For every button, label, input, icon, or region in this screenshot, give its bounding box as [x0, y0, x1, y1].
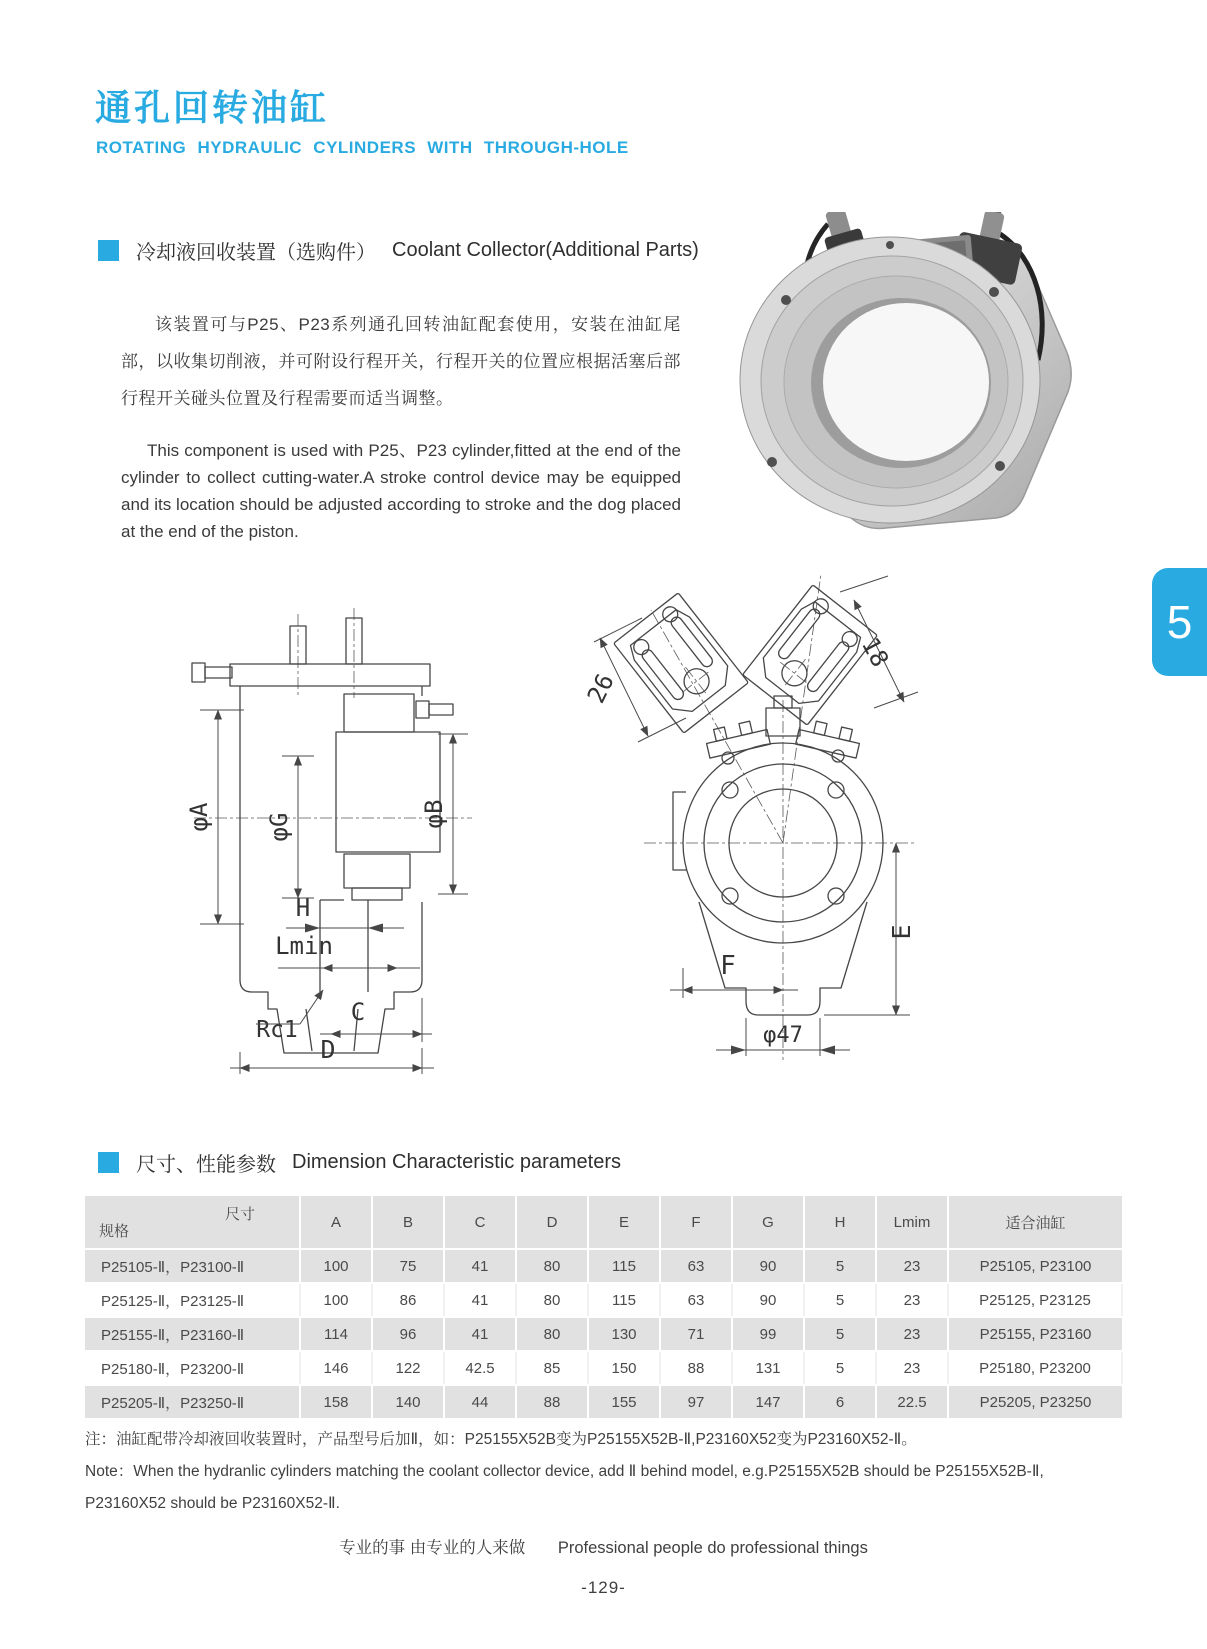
col-header-H: H	[804, 1196, 876, 1249]
value-cell: 5	[804, 1317, 876, 1351]
section-dimensions	[185, 710, 468, 1074]
dimension-section-heading	[98, 1148, 621, 1177]
fit-cell: P25180, P23200	[948, 1351, 1122, 1385]
value-cell: 80	[516, 1249, 588, 1283]
value-cell: 80	[516, 1317, 588, 1351]
dim-label-F: F	[720, 951, 736, 981]
col-header-C: C	[444, 1196, 516, 1249]
spec-cell: P25125-Ⅱ，P23125-Ⅱ	[85, 1283, 300, 1317]
section-body-outline	[192, 618, 453, 1053]
table-row	[85, 1317, 1122, 1351]
corner-label-spec: 规格	[99, 1223, 130, 1240]
product-photo-coolant-collector	[700, 212, 1115, 542]
table-row	[85, 1351, 1122, 1385]
dimension-table	[85, 1196, 1123, 1420]
col-header-fit: 适合油缸	[948, 1196, 1122, 1249]
value-cell: 155	[588, 1385, 660, 1419]
dim-label-C: C	[350, 998, 366, 1026]
value-cell: 86	[372, 1283, 444, 1317]
coolant-paragraph-en: This component is used with P25、P23 cylinder,fitted at the end of the cylinder to collect cutting-water.A stroke control device may be equipped and its location should be adjusted according to stroke and the dog placed at the end of the piston.	[121, 441, 681, 541]
value-cell: 146	[300, 1351, 372, 1385]
footer-slogan-zh: 专业的事 由专业的人来做	[339, 1539, 526, 1557]
value-cell: 23	[876, 1249, 948, 1283]
value-cell: 41	[444, 1283, 516, 1317]
col-header-D: D	[516, 1196, 588, 1249]
value-cell: 23	[876, 1317, 948, 1351]
dim-label-phi47: φ47	[763, 1023, 803, 1048]
value-cell: 80	[516, 1283, 588, 1317]
value-cell: 44	[444, 1385, 516, 1419]
fit-cell: P25105, P23100	[948, 1249, 1122, 1283]
dim-label-phiA: φA	[185, 802, 213, 832]
value-cell: 100	[300, 1283, 372, 1317]
dimension-heading-en: Dimension Characteristic parameters	[292, 1151, 622, 1173]
dim-label-D: D	[320, 1035, 336, 1064]
value-cell: 71	[660, 1317, 732, 1351]
value-cell: 131	[732, 1351, 804, 1385]
section-bullet-icon	[98, 1152, 119, 1173]
value-cell: 99	[732, 1317, 804, 1351]
value-cell: 63	[660, 1283, 732, 1317]
dim-label-E: E	[887, 924, 916, 940]
note-line-en-2: P23160X52 should be P23160X52-Ⅱ.	[85, 1495, 340, 1512]
value-cell: 158	[300, 1385, 372, 1419]
front-body-outline	[673, 696, 883, 1015]
dim-label-H: H	[295, 894, 311, 922]
notes-block	[85, 1424, 1133, 1520]
value-cell: 41	[444, 1317, 516, 1351]
dimension-heading-zh: 尺寸、性能参数	[136, 1154, 276, 1176]
through-hole	[823, 303, 989, 461]
value-cell: 5	[804, 1283, 876, 1317]
value-cell: 97	[660, 1385, 732, 1419]
page-subtitle: ROTATING HYDRAULIC CYLINDERS WITH THROUGH-HOLE	[96, 138, 629, 157]
col-header-G: G	[732, 1196, 804, 1249]
coolant-heading-en: Coolant Collector(Additional Parts)	[392, 239, 699, 261]
value-cell: 85	[516, 1351, 588, 1385]
value-cell: 41	[444, 1249, 516, 1283]
value-cell: 88	[516, 1385, 588, 1419]
drawing-front-view	[578, 560, 923, 1065]
dim-label-Rc1: Rc1	[256, 1017, 298, 1043]
value-cell: 100	[300, 1249, 372, 1283]
value-cell: 23	[876, 1283, 948, 1317]
value-cell: 140	[372, 1385, 444, 1419]
col-header-Lmim: Lmim	[876, 1196, 948, 1249]
note-line-en-1: Note：When the hydranlic cylinders matching the coolant collector device, add Ⅱ behind model, e.g.P25155X52B should be P25155X52B-Ⅱ,	[85, 1463, 1044, 1480]
value-cell: 147	[732, 1385, 804, 1419]
dim-label-phiG: φG	[265, 812, 293, 842]
corner-label-size: 尺寸	[224, 1206, 255, 1223]
col-header-B: B	[372, 1196, 444, 1249]
dim-label-26: 26	[581, 669, 620, 708]
value-cell: 130	[588, 1317, 660, 1351]
front-dimensions	[582, 576, 918, 1056]
value-cell: 122	[372, 1351, 444, 1385]
coolant-section-heading	[98, 236, 699, 265]
chapter-tab	[1152, 568, 1207, 676]
note-line-zh: 注：油缸配带冷却液回收装置时，产品型号后加Ⅱ，如：P25155X52B变为P25155X52B-Ⅱ,P23160X52变为P23160X52-Ⅱ。	[85, 1431, 917, 1448]
fit-cell: P25125, P23125	[948, 1283, 1122, 1317]
col-header-E: E	[588, 1196, 660, 1249]
value-cell: 22.5	[876, 1385, 948, 1419]
value-cell: 90	[732, 1283, 804, 1317]
col-header-F: F	[660, 1196, 732, 1249]
spec-cell: P25105-Ⅱ，P23100-Ⅱ	[85, 1249, 300, 1283]
spec-cell: P25205-Ⅱ，P23250-Ⅱ	[85, 1385, 300, 1419]
section-bullet-icon	[98, 240, 119, 261]
table-row	[85, 1249, 1122, 1283]
chapter-number: 5	[1166, 596, 1193, 648]
value-cell: 115	[588, 1283, 660, 1317]
dim-label-18: 18	[855, 632, 895, 672]
coolant-heading-zh: 冷却液回收装置（选购件）	[136, 242, 376, 264]
page-number: -129-	[581, 1578, 626, 1597]
value-cell: 150	[588, 1351, 660, 1385]
col-header-A: A	[300, 1196, 372, 1249]
table-header-row	[85, 1196, 1122, 1249]
value-cell: 115	[588, 1249, 660, 1283]
coolant-paragraph-zh: 该装置可与P25、P23系列通孔回转油缸配套使用，安装在油缸尾部，以收集切削液，并可附设行程开关，行程开关的位置应根据活塞后部行程开关碰头位置及行程需要而适当调整。	[121, 315, 681, 408]
drawing-section-view	[180, 606, 480, 1076]
table-row	[85, 1283, 1122, 1317]
page-footer	[0, 1534, 1207, 1558]
fit-cell: P25155, P23160	[948, 1317, 1122, 1351]
value-cell: 6	[804, 1385, 876, 1419]
value-cell: 90	[732, 1249, 804, 1283]
dim-label-Lmin: Lmin	[275, 932, 333, 960]
value-cell: 5	[804, 1351, 876, 1385]
fit-cell: P25205, P23250	[948, 1385, 1122, 1419]
table-corner-cell	[85, 1196, 300, 1249]
spec-cell: P25155-Ⅱ，P23160-Ⅱ	[85, 1317, 300, 1351]
value-cell: 42.5	[444, 1351, 516, 1385]
value-cell: 75	[372, 1249, 444, 1283]
table-row	[85, 1385, 1122, 1419]
value-cell: 5	[804, 1249, 876, 1283]
page-title: 通孔回转油缸	[95, 87, 330, 128]
spec-cell: P25180-Ⅱ，P23200-Ⅱ	[85, 1351, 300, 1385]
value-cell: 88	[660, 1351, 732, 1385]
value-cell: 114	[300, 1317, 372, 1351]
dim-label-phiB: φB	[420, 799, 448, 829]
value-cell: 23	[876, 1351, 948, 1385]
value-cell: 63	[660, 1249, 732, 1283]
value-cell: 96	[372, 1317, 444, 1351]
footer-slogan-en: Professional people do professional things	[557, 1539, 868, 1557]
